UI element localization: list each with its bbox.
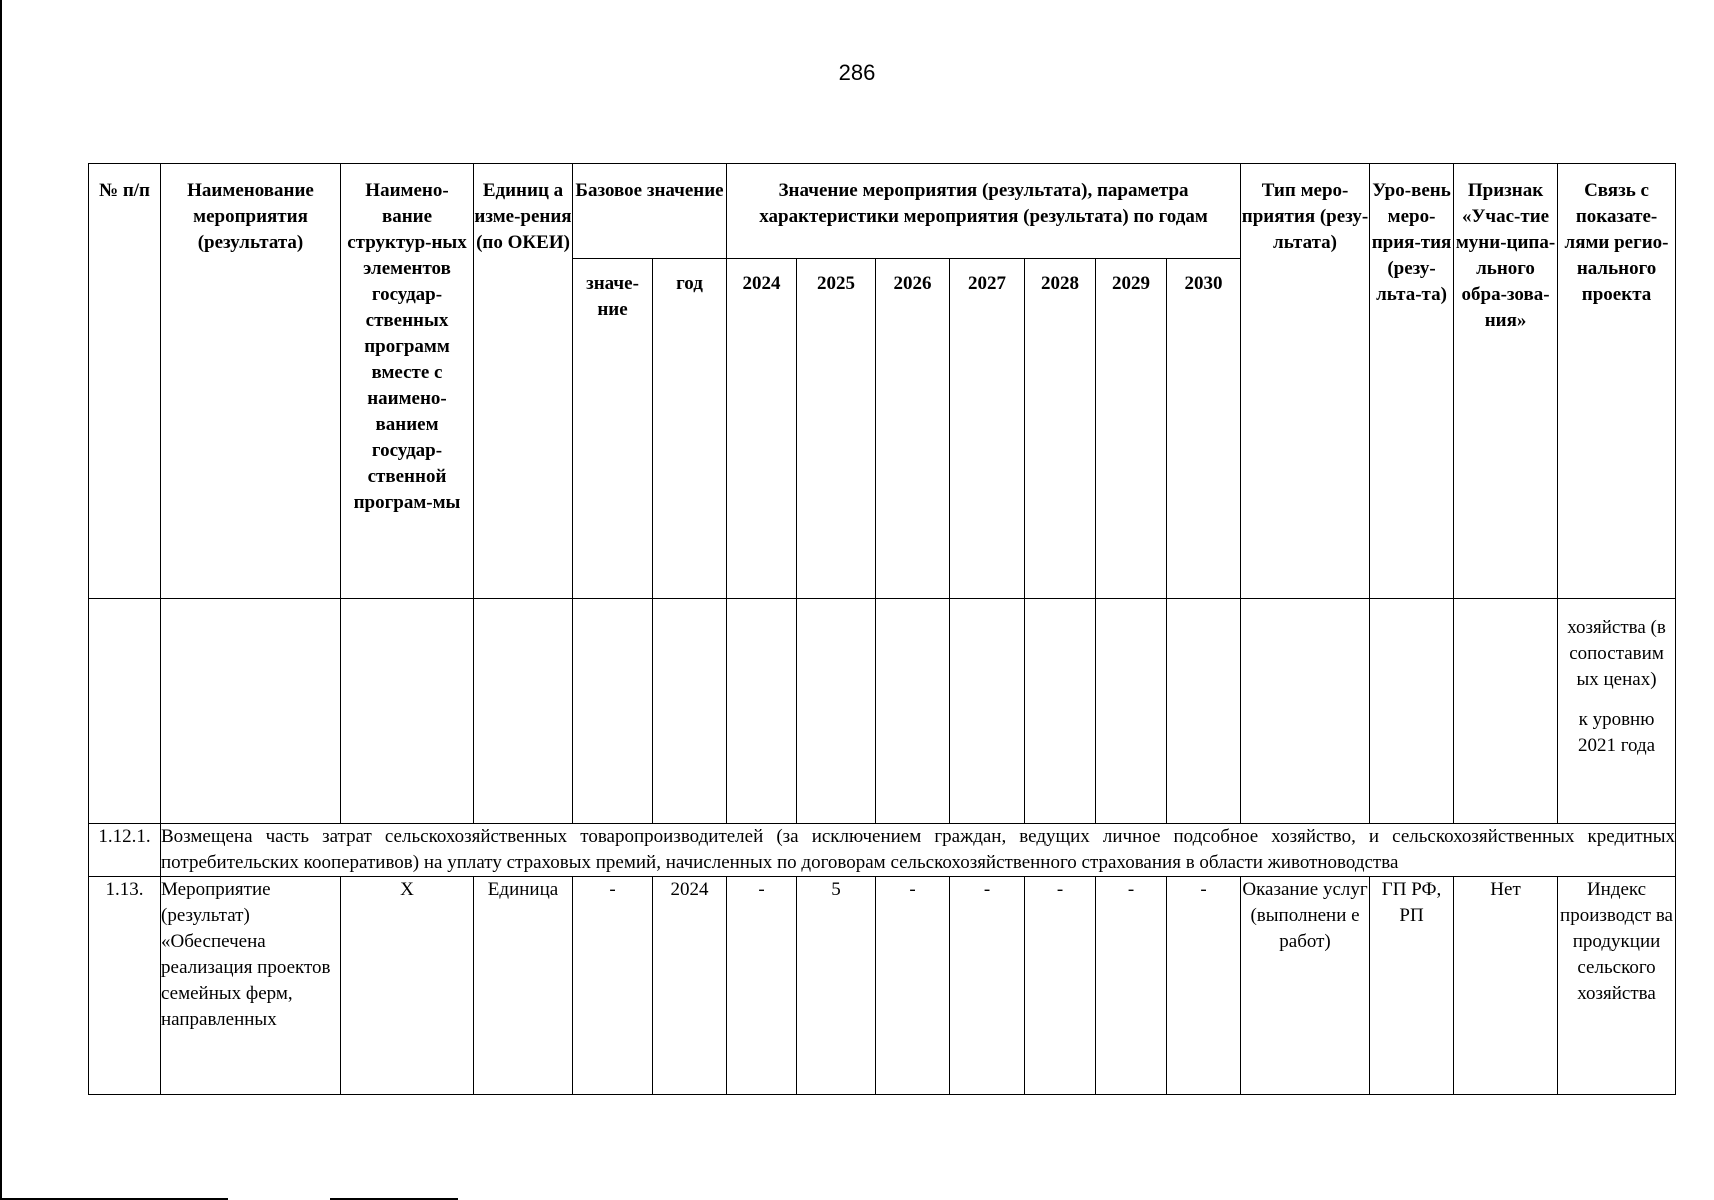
page-number: 286	[838, 60, 876, 85]
header-year-2025: 2025	[797, 259, 876, 599]
row-base-year: 2024	[653, 877, 727, 1095]
header-link: Связь с показате-лями регио-нального проекта	[1558, 164, 1676, 599]
row-value-2029: -	[1096, 877, 1167, 1095]
cont-cell-unit	[474, 599, 573, 824]
header-values-title: Значение мероприятия (результата), параметра характеристики мероприятия (результата) по годам	[727, 164, 1241, 259]
row-value-2026: -	[876, 877, 950, 1095]
cont-cell-base-value	[573, 599, 653, 824]
row-type: Оказание услуг (выполнени е работ)	[1241, 877, 1370, 1095]
row-value-2027: -	[950, 877, 1025, 1095]
continuation-row	[89, 599, 1676, 824]
cont-cell-2027	[950, 599, 1025, 824]
cont-cell-type	[1241, 599, 1370, 824]
row-base-value: -	[573, 877, 653, 1095]
cont-link-part2: к уровню 2021 года	[1577, 709, 1656, 756]
row-unit: Единица	[474, 877, 573, 1095]
header-year-2029: 2029	[1096, 259, 1167, 599]
header-type: Тип меро-приятия (резу-льтата)	[1241, 164, 1370, 599]
header-unit: Единиц а изме-рения (по ОКЕИ)	[474, 164, 573, 599]
row-value-2025: 5	[797, 877, 876, 1095]
cont-cell-2026	[876, 599, 950, 824]
cont-cell-2029	[1096, 599, 1167, 824]
header-structure: Наимено-вание структур-ных элементов государ-ственных программ вместе с наимено-ванием государ-ственной програм-мы	[341, 164, 474, 599]
header-year-2028: 2028	[1025, 259, 1096, 599]
row-level: ГП РФ, РП	[1370, 877, 1454, 1095]
measures-table	[88, 163, 1676, 1095]
header-name: Наименование мероприятия (результата)	[161, 164, 341, 599]
header-year-2027: 2027	[950, 259, 1025, 599]
cont-link-part1: хозяйства (в сопоставим ых ценах)	[1567, 617, 1666, 690]
section-num: 1.12.1.	[89, 824, 161, 877]
cont-cell-num	[89, 599, 161, 824]
header-num: № п/п	[89, 164, 161, 599]
section-row	[89, 824, 1676, 877]
row-link: Индекс производст ва продукции сельского хозяйства	[1558, 877, 1676, 1095]
cont-cell-name	[161, 599, 341, 824]
header-row-1	[89, 164, 1676, 259]
row-value-2028: -	[1025, 877, 1096, 1095]
cont-cell-link	[1558, 599, 1676, 824]
cont-cell-2030	[1167, 599, 1241, 824]
cont-cell-municipal	[1454, 599, 1558, 824]
cont-cell-2025	[797, 599, 876, 824]
row-value-2024: -	[727, 877, 797, 1095]
row-value-2030: -	[1167, 877, 1241, 1095]
row-num: 1.13.	[89, 877, 161, 1095]
header-year-2030: 2030	[1167, 259, 1241, 599]
header-base: Базовое значение	[573, 164, 727, 259]
row-name: Мероприятие (результат) «Обеспечена реализация проектов семейных ферм, направленных	[161, 877, 341, 1095]
header-municipal: Признак «Учас-тие муни-ципа-льного обра-зова-ния»	[1454, 164, 1558, 599]
table-row	[89, 877, 1676, 1095]
header-level: Уро-вень меро-прия-тия (резу-льта-та)	[1370, 164, 1454, 599]
cont-cell-base-year	[653, 599, 727, 824]
header-base-value: значе-ние	[573, 259, 653, 599]
header-year-2026: 2026	[876, 259, 950, 599]
row-structure: X	[341, 877, 474, 1095]
header-base-year: год	[653, 259, 727, 599]
header-year-2024: 2024	[727, 259, 797, 599]
row-municipal: Нет	[1454, 877, 1558, 1095]
cont-cell-2028	[1025, 599, 1096, 824]
cont-cell-2024	[727, 599, 797, 824]
cont-cell-structure	[341, 599, 474, 824]
section-text: Возмещена часть затрат сельскохозяйственных товаропроизводителей (за исключением граждан, ведущих личное подсобное хозяйство, и сельскохозяйственных кредитных потребительских кооперативов) на уплату страховых премий, начисленных по договорам сельскохозяйственного страхования в области животноводства	[161, 824, 1676, 877]
scan-edge-line	[0, 0, 2, 1200]
cont-cell-level	[1370, 599, 1454, 824]
